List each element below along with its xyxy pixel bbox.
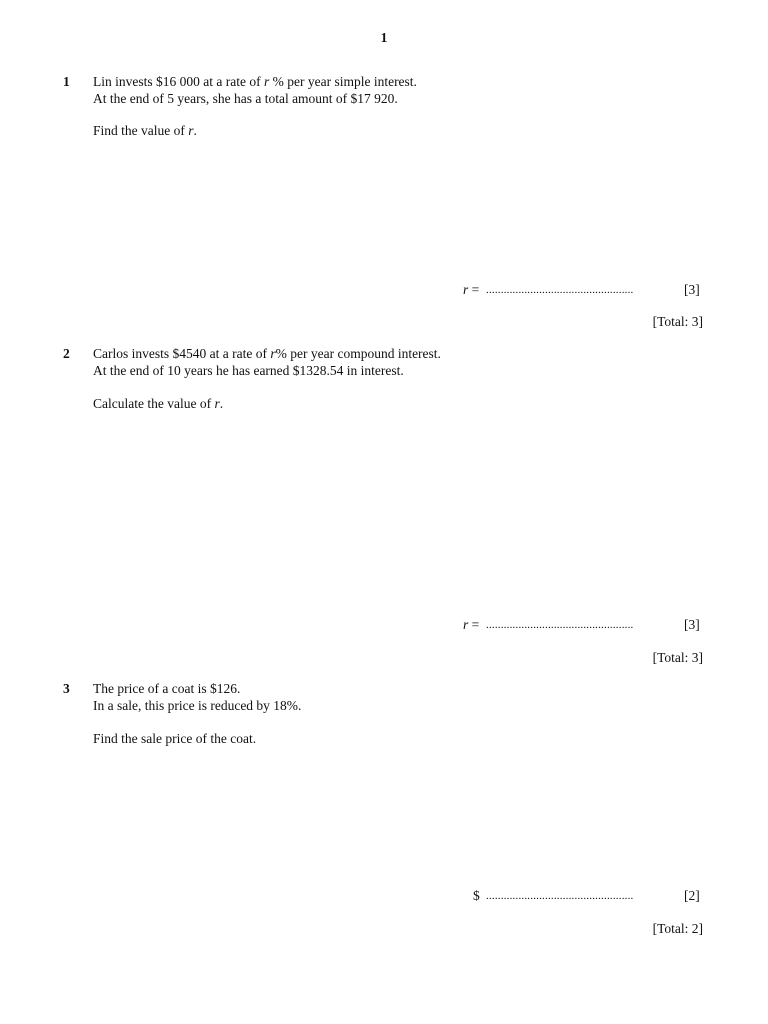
answer-label-text: =: [468, 617, 480, 632]
question-number: 2: [63, 346, 70, 361]
answer-label-text: =: [468, 282, 480, 297]
question-number: 3: [63, 681, 70, 696]
total-marks: [Total: 3]: [652, 650, 703, 665]
answer-line[interactable]: ..................................................: [486, 619, 634, 631]
question-prompt: [93, 123, 197, 139]
answer-label: [463, 617, 479, 633]
prompt-text: Calculate the value of: [93, 396, 215, 411]
variable: r: [463, 617, 469, 632]
marks: [3]: [684, 617, 700, 632]
answer-label: $: [473, 888, 480, 903]
variable: r: [214, 396, 220, 411]
question-number: 1: [63, 74, 70, 89]
total-marks: [Total: 2]: [652, 921, 703, 936]
question-text: % per year simple interest.: [269, 74, 417, 89]
question-line: At the end of 10 years he has earned $1328.54 in interest.: [93, 363, 404, 378]
variable: r: [270, 346, 276, 361]
answer-line[interactable]: ..................................................: [486, 890, 634, 902]
question-line: At the end of 5 years, she has a total amount of $17 920.: [93, 91, 398, 106]
total-marks: [Total: 3]: [652, 314, 703, 329]
variable: r: [188, 123, 194, 138]
question-prompt: [93, 396, 223, 412]
answer-line[interactable]: ..................................................: [486, 284, 634, 296]
marks: [3]: [684, 282, 700, 297]
question-text: Lin invests $16 000 at a rate of: [93, 74, 264, 89]
page-number: 1: [380, 30, 388, 45]
variable: r: [463, 282, 469, 297]
question-text: Carlos invests $4540 at a rate of: [93, 346, 271, 361]
prompt-text: .: [193, 123, 197, 138]
answer-label: [463, 282, 479, 298]
question-text: % per year compound interest.: [275, 346, 441, 361]
question-prompt: Find the sale price of the coat.: [93, 731, 257, 746]
marks: [2]: [684, 888, 700, 903]
question-line: [93, 74, 417, 90]
prompt-text: Find the value of: [93, 123, 189, 138]
prompt-text: .: [219, 396, 224, 411]
variable: r: [263, 74, 270, 89]
question-line: [93, 346, 441, 362]
question-line: The price of a coat is $126.: [93, 681, 241, 696]
question-line: In a sale, this price is reduced by 18%.: [93, 698, 302, 713]
